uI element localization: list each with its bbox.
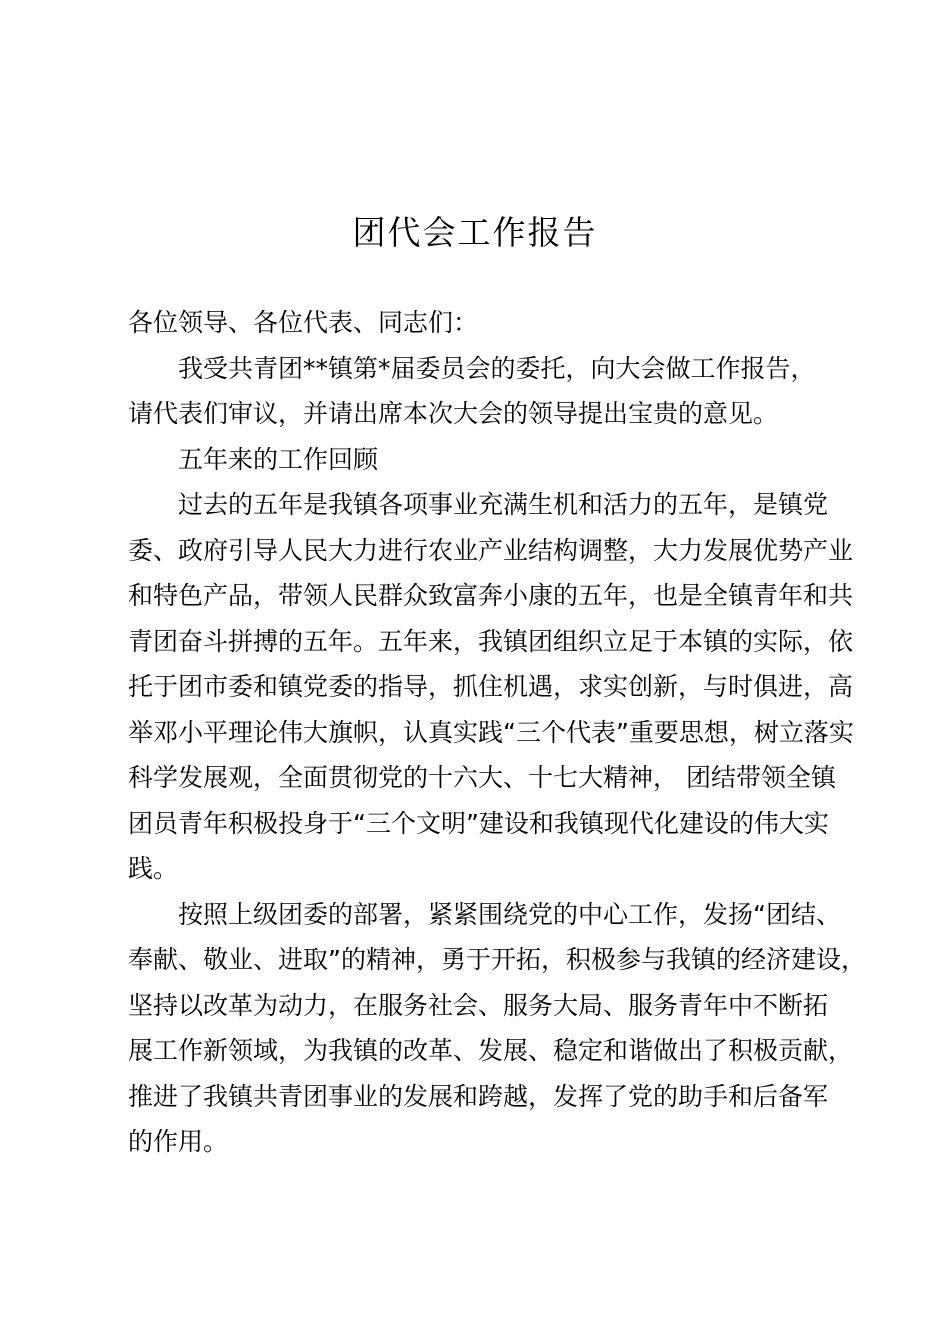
paragraph-line: 和特色产品，带领人民群众致富奔小康的五年，也是全镇青年和共	[128, 581, 854, 610]
paragraph-line: 举邓小平理论伟大旗帜，认真实践“三个代表”重要思想，树立落实	[128, 717, 854, 747]
report-body	[128, 300, 866, 1165]
paragraph-line: 奉献、敬业、进取”的精神，勇于开拓，积极参与我镇的经济建设，	[128, 945, 866, 974]
paragraph-line: 践。	[128, 854, 179, 883]
paragraph-line: 委、政府引导人民大力进行农业产业结构调整，大力发展优势产业	[128, 535, 854, 565]
paragraph-line: 展工作新领域，为我镇的改革、发展、稳定和谐做出了积极贡献，	[128, 1036, 854, 1065]
paragraph-line: 推进了我镇共青团事业的发展和跨越，发挥了党的助手和后备军	[128, 1081, 829, 1111]
section-heading: 五年来的工作回顾	[178, 444, 379, 474]
paragraph-line: 团员青年积极投身于“三个文明”建设和我镇现代化建设的伟大实	[128, 808, 829, 838]
paragraph-line: 托于团市委和镇党委的指导，抓住机遇，求实创新，与时俱进，高	[128, 672, 854, 701]
paragraph-line: 科学发展观，全面贯彻党的十六大、十七大精神， 团结带领全镇	[128, 763, 836, 792]
paragraph-line: 我受共青团**镇第*届委员会的委托，向大会做工作报告，	[178, 353, 816, 383]
paragraph-line: 按照上级团委的部署，紧紧围绕党的中心工作，发扬“团结、	[178, 899, 841, 929]
paragraph-line: 的作用。	[128, 1127, 229, 1156]
paragraph-line: 请代表们审议，并请出席本次大会的领导提出宝贵的意见。	[128, 399, 779, 428]
page-title: 团代会工作报告	[352, 213, 598, 252]
paragraph-line: 坚持以改革为动力，在服务社会、服务大局、服务青年中不断拓	[128, 990, 829, 1020]
paragraph-line: 青团奋斗拼搏的五年。五年来，我镇团组织立足于本镇的实际，依	[128, 626, 854, 656]
paragraph-line: 过去的五年是我镇各项事业充满生机和活力的五年，是镇党	[178, 490, 829, 519]
salutation-line: 各位领导、各位代表、同志们：	[128, 308, 479, 337]
